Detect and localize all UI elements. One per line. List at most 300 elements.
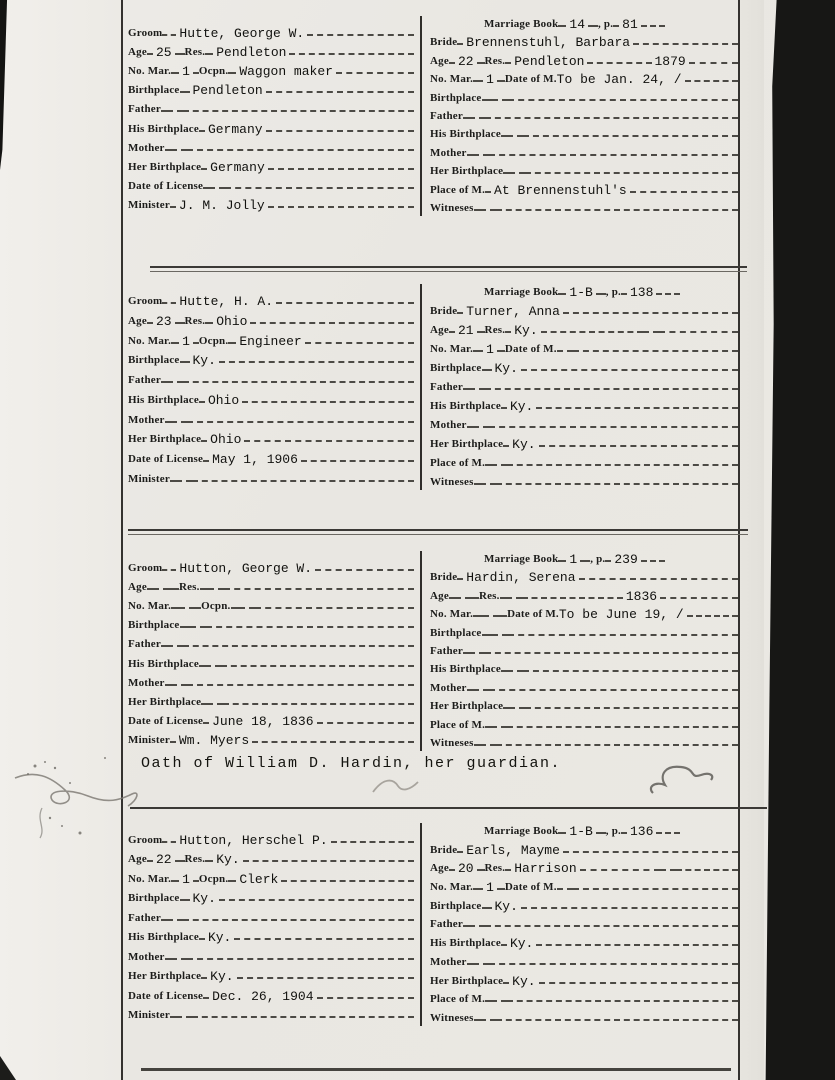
groom-his-birthplace-row [128, 930, 414, 944]
bride-res-value: Ky. [514, 323, 538, 338]
groom-name-row [128, 833, 414, 847]
groom-her-birthplace-value: Germany [210, 159, 265, 175]
oath-note: Oath of William D. Hardin, her guardian. [141, 755, 562, 772]
bride-name-value: Hardin, Serena [466, 570, 576, 586]
marriage-book-row [484, 285, 716, 299]
mother-label: Mother [128, 676, 165, 689]
place-of-m-label: Place of M. [430, 718, 486, 731]
no-mar-label: No. Mar. [430, 343, 474, 355]
dotted-leader [496, 209, 738, 211]
dotted-leader [523, 670, 738, 672]
dotted-leader [596, 293, 606, 295]
bride-res-value [506, 597, 522, 599]
res-label: Res. [484, 54, 506, 67]
bride-his-birthplace-value [507, 135, 523, 137]
dotted-leader [685, 80, 739, 82]
date-of-license-row [128, 989, 414, 1003]
bride-mother-row [430, 146, 738, 160]
pen-squiggle-left-icon [10, 748, 145, 843]
dotted-leader [234, 938, 414, 940]
groom-his-birthplace-value: Ky. [207, 930, 232, 946]
bride-no-mar-value: 1 [486, 72, 494, 88]
groom-mother-value [171, 684, 187, 686]
bride-her-birthplace-row [430, 974, 738, 988]
dotted-leader [221, 665, 414, 667]
bride-his-birthplace-value: Ky. [509, 936, 534, 952]
dotted-leader [485, 925, 738, 927]
bride-age-value: 20 [457, 861, 474, 877]
dotted-leader [508, 99, 739, 101]
dotted-leader [243, 860, 414, 862]
page-left-margin [0, 0, 121, 1080]
ocpn-label: Ocpn. [198, 65, 229, 78]
bride-mother-value [473, 689, 489, 691]
age-label: Age [430, 324, 449, 336]
dotted-leader [497, 80, 505, 82]
res-label: Res. [178, 581, 200, 594]
groom-birthplace-value: Ky. [192, 891, 216, 907]
mother-label: Mother [430, 955, 467, 968]
age-label: Age [128, 46, 147, 59]
dotted-leader [656, 293, 680, 295]
witnesses-value [480, 483, 496, 485]
marriage-book-label: Marriage Book [484, 18, 559, 30]
dotted-leader [659, 331, 738, 333]
res-label: Res. [478, 589, 500, 602]
no-mar-label: No. Mar. [430, 881, 474, 894]
dotted-leader [301, 460, 414, 462]
groom-name-value: Hutte, H. A. [179, 294, 274, 309]
marriage-book-row [484, 824, 716, 838]
mother-label: Mother [128, 950, 165, 963]
dotted-leader [276, 302, 414, 304]
groom-his-birthplace-row [128, 657, 414, 671]
bride-year-value [660, 869, 676, 871]
her-birthplace-label: Her Birthplace [430, 165, 504, 178]
bride-no-mar-value: 1 [486, 342, 494, 357]
place-of-m-value: At Brennenstuhl's [494, 182, 627, 198]
bride-father-value [469, 652, 485, 654]
dotted-leader [558, 293, 566, 295]
birthplace-label: Birthplace [430, 91, 482, 104]
bride-her-birthplace-value: Ky. [512, 973, 536, 989]
groom-ocpn-value: Engineer [239, 333, 302, 349]
bride-birthplace-row [430, 91, 738, 105]
groom-mother-value [171, 958, 187, 960]
marriage-book-label: Marriage Book [484, 825, 559, 837]
dotted-leader [485, 652, 738, 654]
pen-mark-small-icon [368, 772, 423, 800]
dotted-leader [187, 958, 414, 960]
bride-mother-row [430, 681, 738, 695]
dotted-leader [536, 944, 738, 946]
witnesses-label: Witneses [430, 476, 474, 488]
age-label: Age [430, 589, 449, 602]
groom-age-res-row [128, 314, 414, 328]
marriage-book-row [484, 17, 716, 31]
bride-her-birthplace-value [509, 172, 525, 174]
dotted-leader [187, 421, 414, 423]
marriage-record-card [128, 823, 738, 1026]
dotted-leader [689, 62, 738, 64]
bride-mar-date-row [430, 880, 738, 894]
dotted-leader [183, 919, 414, 921]
date-of-license-label: Date of License [128, 714, 204, 727]
dotted-leader [521, 907, 738, 909]
groom-label: Groom [128, 295, 163, 307]
his-birthplace-label: His Birthplace [430, 128, 501, 141]
bride-father-value [469, 117, 485, 119]
groom-father-value [167, 919, 183, 921]
res-label: Res. [184, 853, 206, 866]
witnesses-value [480, 744, 496, 746]
dotted-leader [641, 560, 665, 562]
groom-her-birthplace-value: Ky. [210, 969, 234, 985]
dotted-leader [268, 206, 414, 208]
groom-ocpn-value [239, 607, 255, 609]
date-of-m-label: Date of M. [504, 73, 557, 86]
bride-age-value [455, 597, 471, 599]
dotted-leader [633, 43, 738, 45]
groom-age-value: 22 [155, 852, 172, 868]
dotted-leader [630, 191, 738, 193]
marriage-book-value: 1-B [569, 824, 593, 839]
dotted-leader [563, 312, 738, 314]
dotted-leader [183, 645, 414, 647]
dotted-leader [579, 578, 739, 580]
minister-label: Minister [128, 198, 170, 211]
dotted-leader [676, 869, 738, 871]
groom-mar-ocpn-row [128, 334, 414, 348]
bride-his-birthplace-row [430, 936, 738, 950]
bride-her-birthplace-value: Ky. [512, 437, 536, 452]
age-label: Age [128, 853, 147, 866]
dotted-leader [162, 34, 176, 36]
dotted-leader [175, 53, 185, 55]
bride-mother-row [430, 955, 738, 969]
groom-age-value: 25 [155, 45, 172, 61]
card-separator [128, 529, 748, 535]
minister-row [128, 472, 414, 486]
dotted-leader [482, 369, 492, 371]
groom-mother-row [128, 950, 414, 964]
dotted-leader [471, 597, 479, 599]
no-mar-label: No. Mar. [430, 73, 474, 86]
groom-no-mar-value: 1 [182, 333, 190, 349]
bride-name-row [430, 304, 738, 318]
bride-birthplace-row [430, 361, 738, 375]
dotted-leader [171, 607, 179, 609]
dotted-leader [187, 149, 414, 151]
dotted-leader [162, 569, 176, 571]
groom-father-row [128, 637, 414, 651]
ocpn-label: Ocpn. [198, 334, 229, 347]
dotted-leader [539, 982, 738, 984]
bride-his-birthplace-row [430, 662, 738, 676]
dotted-leader [289, 53, 414, 55]
groom-res-value: Ky. [216, 852, 240, 868]
groom-his-birthplace-row [128, 393, 414, 407]
bride-section [422, 284, 738, 490]
no-mar-label: No. Mar. [128, 334, 172, 347]
groom-her-birthplace-row [128, 969, 414, 983]
groom-his-birthplace-row [128, 122, 414, 136]
date-of-license-value [209, 187, 225, 189]
page-abbrev-label: , p. [590, 553, 606, 565]
groom-res-value: Ohio [216, 313, 248, 329]
dotted-leader [580, 560, 590, 562]
bride-name-value: Brennenstuhl, Barbara [466, 35, 631, 51]
marriage-book-page-value: 136 [629, 824, 654, 839]
groom-her-birthplace-value [207, 703, 223, 705]
witnesses-label: Witneses [430, 736, 474, 749]
page-abbrev-label: , p. [605, 825, 621, 837]
groom-her-birthplace-row [128, 432, 414, 446]
groom-label: Groom [128, 834, 163, 846]
bride-his-birthplace-value: Ky. [509, 399, 534, 414]
dotted-leader [477, 869, 485, 871]
groom-birthplace-row [128, 83, 414, 97]
dotted-leader [268, 168, 414, 170]
dotted-leader [558, 832, 566, 834]
groom-mother-value [171, 421, 187, 423]
witnesses-label: Witneses [430, 201, 474, 214]
dotted-leader [507, 1000, 738, 1002]
dotted-leader [205, 322, 213, 324]
dotted-leader [596, 832, 606, 834]
dotted-leader [489, 689, 738, 691]
mother-label: Mother [430, 146, 467, 159]
marriage-book-label: Marriage Book [484, 553, 559, 565]
her-birthplace-label: Her Birthplace [430, 438, 504, 450]
birthplace-label: Birthplace [430, 899, 482, 912]
dotted-leader [477, 62, 485, 64]
dotted-leader [588, 25, 598, 27]
dotted-leader [496, 483, 738, 485]
dotted-leader [525, 707, 738, 709]
bride-age-value: 21 [457, 323, 474, 338]
bride-mother-value [473, 154, 489, 156]
father-label: Father [128, 638, 161, 651]
dotted-leader [477, 331, 485, 333]
marriage-book-value: 1-B [569, 285, 593, 300]
bride-name-row [430, 35, 738, 49]
dotted-leader [317, 722, 414, 724]
ocpn-label: Ocpn. [198, 872, 229, 885]
place-of-m-row [430, 718, 738, 732]
bride-section [422, 16, 738, 216]
groom-section [128, 284, 422, 490]
dotted-leader [507, 726, 738, 728]
minister-value [176, 480, 192, 482]
his-birthplace-label: His Birthplace [128, 657, 199, 670]
groom-name-value: Hutte, George W. [179, 26, 305, 41]
her-birthplace-label: Her Birthplace [430, 974, 504, 987]
bride-age-value: 22 [457, 53, 474, 69]
bride-section [422, 823, 738, 1026]
place-of-m-label: Place of M. [430, 183, 486, 196]
marriage-book-label: Marriage Book [484, 286, 559, 298]
groom-age-res-row [128, 580, 414, 594]
groom-label: Groom [128, 562, 163, 574]
groom-father-row [128, 102, 414, 116]
bride-birthplace-value: Ky. [494, 898, 518, 914]
bride-no-mar-value [483, 615, 499, 617]
birthplace-label: Birthplace [128, 619, 180, 632]
dotted-leader [244, 440, 414, 442]
date-of-m-label: Date of M. [504, 881, 557, 894]
bride-name-value: Earls, Mayme [466, 842, 560, 858]
groom-res-value [208, 588, 224, 590]
bride-his-birthplace-row [430, 399, 738, 413]
groom-father-row [128, 373, 414, 387]
date-of-license-label: Date of License [128, 453, 204, 466]
dotted-leader [180, 626, 190, 628]
groom-ocpn-value: Waggon maker [239, 64, 333, 80]
dotted-leader [192, 480, 414, 482]
date-of-m-value: To be Jan. 24, / [556, 72, 682, 88]
place-of-m-row [430, 183, 738, 197]
dotted-leader [228, 72, 236, 74]
bride-section [422, 551, 738, 751]
card-separator [150, 266, 747, 272]
bride-year-value [643, 331, 659, 333]
dotted-leader [482, 634, 492, 636]
dotted-leader [255, 607, 415, 609]
no-mar-label: No. Mar. [128, 600, 172, 613]
father-label: Father [430, 644, 463, 657]
groom-birthplace-row [128, 891, 414, 905]
dotted-leader [231, 607, 239, 609]
dotted-leader [171, 342, 179, 344]
dotted-leader [508, 634, 739, 636]
dotted-leader [489, 963, 738, 965]
dotted-leader [573, 350, 738, 352]
bride-father-row [430, 109, 738, 123]
dotted-leader [171, 72, 179, 74]
date-of-license-row [128, 714, 414, 728]
dotted-leader [539, 445, 738, 447]
bride-father-value [469, 925, 485, 927]
date-of-license-row [128, 452, 414, 466]
dotted-leader [183, 381, 414, 383]
marriage-record-card [128, 551, 738, 751]
her-birthplace-label: Her Birthplace [128, 433, 202, 446]
film-edge-band [762, 0, 835, 1080]
dotted-leader [496, 1019, 738, 1021]
card-separator [130, 807, 767, 809]
birthplace-label: Birthplace [128, 892, 180, 905]
dotted-leader [499, 615, 507, 617]
bride-label: Bride [430, 571, 458, 584]
no-mar-label: No. Mar. [128, 872, 172, 885]
dotted-leader [331, 841, 414, 843]
dotted-leader [473, 350, 483, 352]
bride-name-row [430, 843, 738, 857]
groom-mar-ocpn-row [128, 64, 414, 78]
minister-row [128, 733, 414, 747]
dotted-leader [180, 91, 190, 93]
dotted-leader [281, 880, 414, 882]
no-mar-label: No. Mar. [128, 65, 172, 78]
groom-birthplace-value: Ky. [192, 353, 216, 369]
bride-name-value: Turner, Anna [466, 304, 560, 319]
dotted-leader [558, 560, 566, 562]
dotted-leader [175, 322, 185, 324]
his-birthplace-label: His Birthplace [128, 931, 199, 944]
bride-res-value: Harrison [514, 861, 577, 877]
dotted-leader [192, 1016, 414, 1018]
dotted-leader [482, 907, 492, 909]
bride-mother-value [473, 963, 489, 965]
bride-birthplace-row [430, 899, 738, 913]
dotted-leader [162, 302, 176, 304]
bride-birthplace-value [492, 634, 508, 636]
dotted-leader [687, 615, 738, 617]
dotted-leader [489, 154, 738, 156]
groom-no-mar-value [179, 607, 195, 609]
dotted-leader [573, 888, 738, 890]
dotted-leader [175, 860, 185, 862]
witnesses-row [430, 736, 738, 750]
bride-birthplace-row [430, 626, 738, 640]
his-birthplace-label: His Birthplace [430, 663, 501, 676]
marriage-book-value: 1 [569, 552, 578, 567]
minister-row [128, 1008, 414, 1022]
her-birthplace-label: Her Birthplace [128, 970, 202, 983]
page-rule-right [738, 0, 740, 1080]
groom-his-birthplace-value [205, 665, 221, 667]
dotted-leader [482, 99, 492, 101]
groom-birthplace-value [190, 626, 206, 628]
dotted-leader [660, 597, 738, 599]
dotted-leader [497, 888, 505, 890]
marriage-book-page-value: 81 [622, 17, 638, 32]
bride-label: Bride [430, 305, 458, 317]
page-right-margin [740, 0, 764, 1080]
bride-birthplace-value [492, 99, 508, 101]
dotted-leader [169, 588, 179, 590]
dotted-leader [336, 72, 414, 74]
dotted-leader [180, 361, 190, 363]
dotted-leader [656, 832, 680, 834]
witnesses-row [430, 201, 738, 215]
birthplace-label: Birthplace [430, 626, 482, 639]
dotted-leader [485, 388, 738, 390]
birthplace-label: Birthplace [128, 84, 180, 97]
father-label: Father [430, 381, 463, 393]
dotted-leader [307, 34, 414, 36]
bride-mar-date-row [430, 607, 738, 621]
groom-age-res-row [128, 45, 414, 59]
groom-her-birthplace-row [128, 695, 414, 709]
groom-name-row [128, 26, 414, 40]
dotted-leader [250, 322, 414, 324]
bride-label: Bride [430, 36, 458, 49]
his-birthplace-label: His Birthplace [430, 937, 501, 950]
witnesses-row [430, 1011, 738, 1025]
bride-mother-value [473, 426, 489, 428]
father-label: Father [430, 109, 463, 122]
father-label: Father [128, 911, 161, 924]
groom-father-value [167, 645, 183, 647]
dotted-leader [522, 597, 623, 599]
groom-her-birthplace-row [128, 160, 414, 174]
page-rule-left [121, 0, 123, 1080]
minister-value [176, 1016, 192, 1018]
witnesses-row [430, 475, 738, 489]
age-label: Age [430, 862, 449, 875]
